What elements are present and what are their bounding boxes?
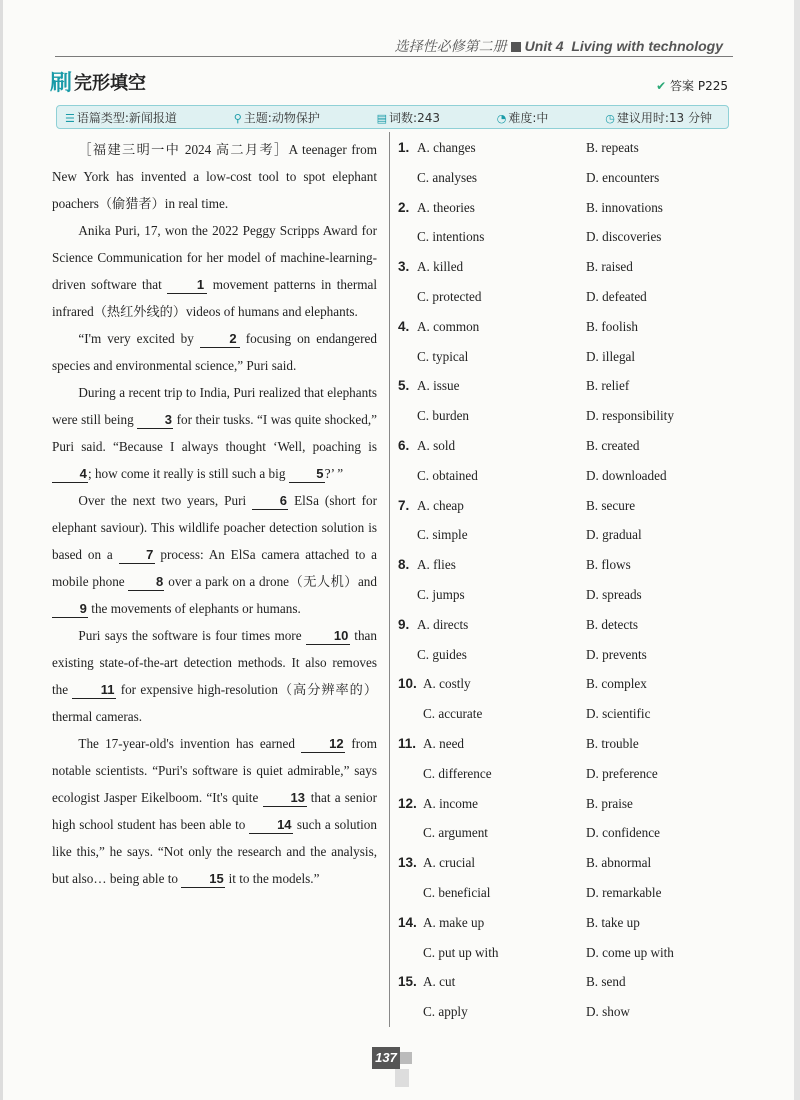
blank-3[interactable]: 3 xyxy=(137,412,173,429)
question-row xyxy=(398,550,728,580)
info-word-count xyxy=(377,109,440,126)
source-note: ［福建三明一中 2024 高二月考］ xyxy=(78,142,289,157)
question-number: 2. xyxy=(398,199,410,215)
option-d[interactable]: D. spreads xyxy=(586,586,642,602)
option-c[interactable]: C. burden xyxy=(417,408,470,424)
header-rule xyxy=(55,56,733,57)
option-c[interactable]: C. obtained xyxy=(417,467,478,483)
option-c[interactable]: C. accurate xyxy=(423,706,483,722)
option-c[interactable]: C. beneficial xyxy=(423,884,491,900)
question-number: 11. xyxy=(398,735,417,751)
book-title: 选择性必修第二册 xyxy=(394,38,507,54)
search-icon: ⚲ xyxy=(233,111,242,125)
blank-10[interactable]: 10 xyxy=(306,628,350,645)
option-d[interactable]: D. discoveries xyxy=(586,229,662,245)
option-a[interactable]: A. income xyxy=(423,795,478,811)
section-title xyxy=(50,66,146,97)
passage-text: over a park on a drone（无人机）and xyxy=(168,574,377,589)
blank-15[interactable]: 15 xyxy=(181,871,225,888)
option-a[interactable]: A. common xyxy=(417,318,480,334)
option-a[interactable]: A. killed xyxy=(417,259,464,275)
option-a[interactable]: A. changes xyxy=(417,140,476,155)
running-header xyxy=(395,36,723,56)
question-row xyxy=(398,461,728,491)
question-number: 4. xyxy=(398,318,410,334)
option-a[interactable]: A. make up xyxy=(423,914,485,930)
paragraph-5 xyxy=(52,487,377,622)
option-c[interactable]: C. jumps xyxy=(417,586,465,602)
option-b[interactable]: B. innovations xyxy=(586,199,663,215)
question-row xyxy=(398,491,728,521)
passage-text: ?’ ” xyxy=(324,466,344,481)
option-b[interactable]: B. send xyxy=(586,974,626,990)
passage-text: Puri says the software is four times more xyxy=(78,628,302,643)
question-row xyxy=(398,759,728,789)
question-row xyxy=(398,789,728,819)
info-time-text: 建议用时:13 分钟 xyxy=(616,110,712,125)
option-d[interactable]: D. preference xyxy=(586,765,658,781)
passage-text: Anika Puri, 17, won the 2022 Peggy Scripps Award for Science Communication for her model of machine-learning-driven software that xyxy=(52,223,377,292)
option-d[interactable]: D. responsibility xyxy=(586,408,674,424)
option-b[interactable]: B. complex xyxy=(586,676,647,692)
question-row xyxy=(398,997,728,1027)
option-b[interactable]: B. created xyxy=(586,437,640,453)
list-icon: ☰ xyxy=(65,111,75,125)
option-b[interactable]: B. relief xyxy=(586,378,630,394)
question-number: 1. xyxy=(398,140,410,155)
question-number: 5. xyxy=(398,378,410,394)
info-difficulty-text: 难度:中 xyxy=(508,110,549,125)
option-c[interactable]: C. protected xyxy=(417,288,482,304)
blank-7[interactable]: 7 xyxy=(119,547,155,564)
blank-4[interactable]: 4 xyxy=(52,466,88,483)
option-b[interactable]: B. raised xyxy=(586,259,633,275)
question-row xyxy=(398,818,728,848)
info-time xyxy=(605,109,712,126)
option-c[interactable]: C. apply xyxy=(423,1004,468,1020)
question-number: 12. xyxy=(398,795,417,811)
option-c[interactable]: C. simple xyxy=(417,527,468,543)
unit-title: Living with technology xyxy=(571,38,723,54)
option-d[interactable]: D. scientific xyxy=(586,706,651,722)
passage-text: Over the next two years, Puri xyxy=(78,493,247,508)
square-icon xyxy=(511,42,521,52)
option-a[interactable]: A. sold xyxy=(417,437,456,453)
question-number: 15. xyxy=(398,974,417,990)
answer-reference xyxy=(656,77,728,94)
question-number: 8. xyxy=(398,557,410,573)
option-a[interactable]: A. directs xyxy=(417,616,469,632)
info-theme xyxy=(234,109,320,126)
passage xyxy=(52,136,377,892)
option-d[interactable]: D. remarkable xyxy=(586,884,662,900)
option-b[interactable]: B. secure xyxy=(586,497,636,513)
option-b[interactable]: B. trouble xyxy=(586,735,639,751)
question-row xyxy=(398,580,728,610)
option-d[interactable]: D. show xyxy=(586,1004,630,1020)
paragraph-7 xyxy=(52,730,377,892)
question-row xyxy=(398,967,728,997)
passage-text: “I'm very excited by xyxy=(78,331,194,346)
question-row xyxy=(398,193,728,223)
paragraph-6 xyxy=(52,622,377,730)
passage-text: for their tusks. “I was quite shocked,” Puri said. “Because I always thought ‘Well, poaching is xyxy=(52,412,377,454)
question-number: 7. xyxy=(398,497,410,513)
option-b[interactable]: B. repeats xyxy=(586,140,639,155)
check-icon: ✔ xyxy=(656,79,667,93)
option-c[interactable]: C. difference xyxy=(423,765,492,781)
blank-5[interactable]: 5 xyxy=(289,466,325,483)
question-row xyxy=(398,252,728,282)
option-b[interactable]: B. foolish xyxy=(586,318,639,334)
passage-text: ; how come it really is still such a big xyxy=(88,466,286,481)
question-row xyxy=(398,908,728,938)
question-row xyxy=(398,938,728,968)
question-number: 3. xyxy=(398,259,410,275)
unit-label: Unit 4 xyxy=(524,38,564,54)
passage-text: ElSa (short for elephant saviour). This wildlife poacher detection solution is based on a xyxy=(52,493,378,562)
passage-text: such a solution like this,” he says. “Not only the research and the analysis, but also… being able to xyxy=(52,817,377,886)
passage-text: the movements of elephants or humans. xyxy=(91,601,301,616)
option-a[interactable]: A. crucial xyxy=(423,855,475,871)
paragraph-3 xyxy=(52,325,377,379)
question-row xyxy=(398,640,728,670)
passage-text: than existing state-of-the-art detection methods. It also removes the xyxy=(52,628,377,697)
option-b[interactable]: B. detects xyxy=(586,616,639,632)
option-a[interactable]: A. cut xyxy=(423,974,456,990)
blank-2[interactable]: 2 xyxy=(200,331,240,348)
info-bar xyxy=(56,105,729,129)
column-divider xyxy=(389,132,390,1027)
blank-11[interactable]: 11 xyxy=(72,682,116,699)
document-icon: ▤ xyxy=(376,111,388,125)
question-row xyxy=(398,878,728,908)
info-word-count-text: 词数:243 xyxy=(389,110,440,125)
option-d[interactable]: D. encounters xyxy=(586,169,660,185)
page-number-decoration xyxy=(400,1052,412,1064)
question-row xyxy=(398,163,728,193)
blank-14[interactable]: 14 xyxy=(249,817,293,834)
page-number-decoration xyxy=(395,1069,409,1087)
option-d[interactable]: D. come up with xyxy=(586,944,674,960)
question-row xyxy=(398,342,728,372)
blank-1[interactable]: 1 xyxy=(167,277,207,294)
blank-8[interactable]: 8 xyxy=(128,574,164,591)
option-d[interactable]: D. defeated xyxy=(586,288,647,304)
question-number: 14. xyxy=(398,914,417,930)
option-a[interactable]: A. cheap xyxy=(417,497,464,513)
option-a[interactable]: A. costly xyxy=(423,676,471,692)
question-row xyxy=(398,282,728,312)
option-b[interactable]: B. flows xyxy=(586,557,631,573)
option-d[interactable]: D. illegal xyxy=(586,348,636,364)
clock-icon: ◷ xyxy=(605,111,615,125)
question-row xyxy=(398,133,728,163)
answer-ref-text: 答案 P225 xyxy=(670,79,728,93)
blank-13[interactable]: 13 xyxy=(263,790,307,807)
info-theme-text: 主题:动物保护 xyxy=(243,110,320,125)
passage-text: for expensive high-resolution（高分辨率的）thermal cameras. xyxy=(52,682,378,724)
question-number: 13. xyxy=(398,855,417,871)
blank-12[interactable]: 12 xyxy=(301,736,345,753)
gauge-icon: ◔ xyxy=(496,111,507,125)
option-d[interactable]: D. confidence xyxy=(586,825,660,841)
blank-9[interactable]: 9 xyxy=(52,601,88,618)
option-c[interactable]: C. typical xyxy=(417,348,469,364)
option-b[interactable]: B. take up xyxy=(586,914,640,930)
option-a[interactable]: A. theories xyxy=(417,199,475,215)
option-c[interactable]: C. put up with xyxy=(423,944,499,960)
question-row xyxy=(398,610,728,640)
option-c[interactable]: C. analyses xyxy=(417,169,478,185)
passage-text: from notable scientists. “Puri's software is quiet admirable,” says ecologist Jasper Eikelboom. “It's quite xyxy=(52,736,378,805)
passage-text: During a recent trip to India, Puri realized that elephants were still being xyxy=(52,385,377,427)
info-difficulty xyxy=(497,109,549,126)
paragraph-1 xyxy=(52,136,377,217)
passage-text: that a senior high school student has been able to xyxy=(52,790,377,832)
option-c[interactable]: C. guides xyxy=(417,646,467,662)
question-row xyxy=(398,848,728,878)
passage-text: The 17-year-old's invention has earned xyxy=(78,736,295,751)
question-row xyxy=(398,520,728,550)
option-d[interactable]: D. downloaded xyxy=(586,467,667,483)
question-row xyxy=(398,401,728,431)
question-row xyxy=(398,371,728,401)
passage-text: process: An ElSa camera attached to a mobile phone xyxy=(52,547,378,589)
paragraph-4 xyxy=(52,379,377,487)
passage-text: it to the models.” xyxy=(228,871,320,886)
question-row xyxy=(398,669,728,699)
passage-text: focusing on endangered species and environmental science,” Puri said. xyxy=(52,331,377,373)
option-a[interactable]: A. flies xyxy=(417,557,456,573)
question-row xyxy=(398,312,728,342)
section-mark: 刷 xyxy=(50,71,73,96)
info-genre-text: 语篇类型:新闻报道 xyxy=(76,110,177,125)
option-d[interactable]: D. gradual xyxy=(586,527,642,543)
paragraph-2 xyxy=(52,217,377,325)
section-name: 完形填空 xyxy=(74,72,147,94)
passage-text: A teenager from New York has invented a low-cost tool to spot elephant poachers（偷猎者）in real time. xyxy=(52,142,378,211)
option-c[interactable]: C. argument xyxy=(423,825,488,841)
blank-6[interactable]: 6 xyxy=(252,493,288,510)
question-number: 9. xyxy=(398,616,410,632)
question-row xyxy=(398,699,728,729)
option-b[interactable]: B. praise xyxy=(586,795,633,811)
page-edge-left xyxy=(0,0,3,1100)
options-list xyxy=(398,133,728,1027)
question-number: 6. xyxy=(398,437,410,453)
passage-text: movement patterns in thermal infrared（热红外线的）videos of humans and elephants. xyxy=(52,277,377,319)
option-a[interactable]: A. need xyxy=(423,735,465,751)
page-edge-right xyxy=(794,0,800,1100)
option-b[interactable]: B. abnormal xyxy=(586,855,652,871)
info-genre xyxy=(65,109,177,126)
question-number: 10. xyxy=(398,676,417,692)
option-a[interactable]: A. issue xyxy=(417,378,460,394)
option-c[interactable]: C. intentions xyxy=(417,229,485,245)
question-row xyxy=(398,431,728,461)
page-number: 137 xyxy=(372,1047,400,1069)
question-row xyxy=(398,222,728,252)
question-row xyxy=(398,729,728,759)
option-d[interactable]: D. prevents xyxy=(586,646,647,662)
